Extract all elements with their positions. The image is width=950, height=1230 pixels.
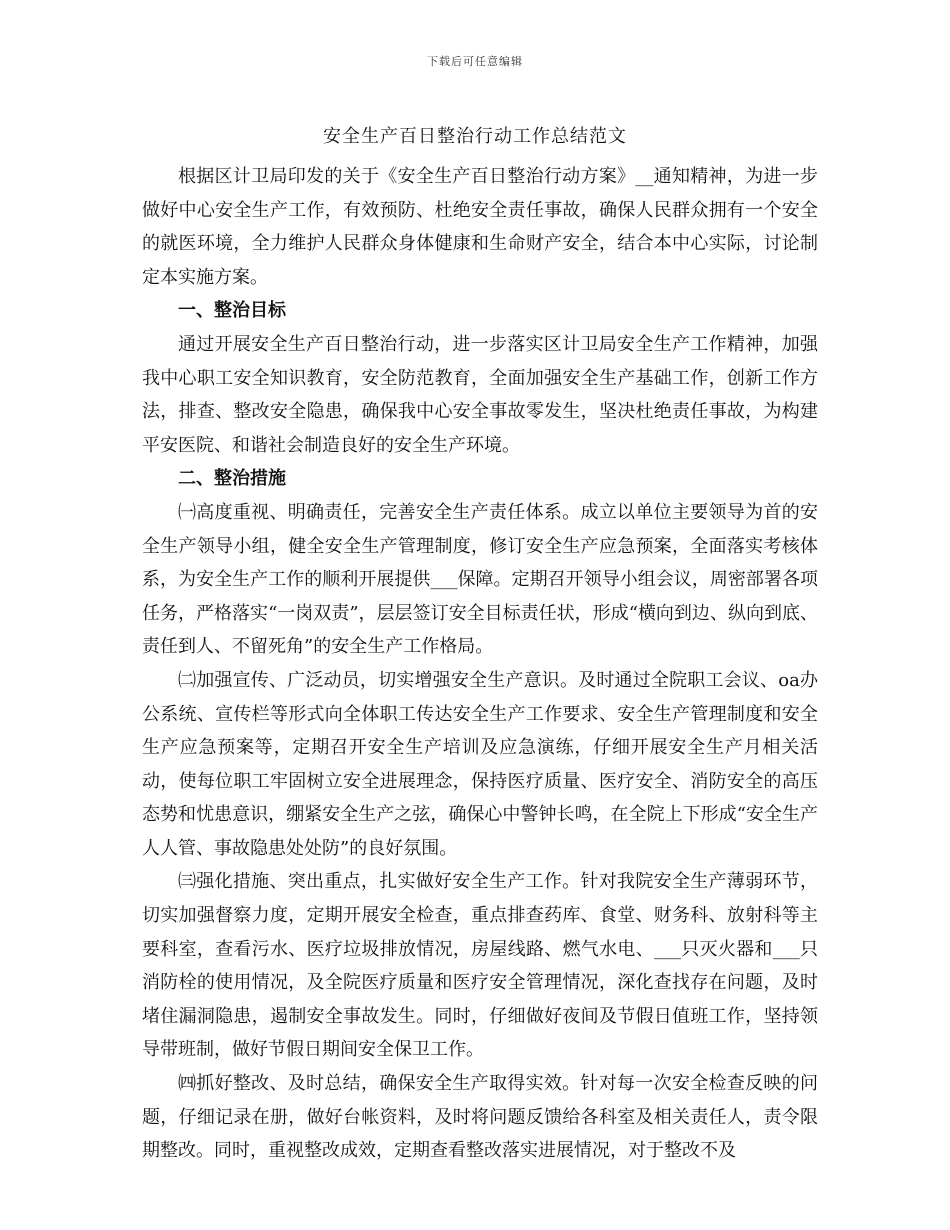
header-note: 下载后可任意编辑 xyxy=(427,55,523,68)
goals-paragraph: 通过开展安全生产百日整治行动，进一步落实区计卫局安全生产工作精神，加强我中心职工安全知识教育，安全防范教育，全面加强安全生产基础工作，创新工作方法，排查、整改安全隐患，确保我中心安全事故零发生，坚决杜绝责任事故，为构建平安医院、和谐社会制造良好的安全生产环境。 xyxy=(142,333,818,456)
section-heading-goals: 一、整治目标 xyxy=(178,300,286,322)
document-body xyxy=(142,160,818,1168)
measure-paragraph-4: ㈣抓好整改、及时总结，确保安全生产取得实效。针对每一次安全检查反映的问题，仔细记录在册，做好台帐资料，及时将问题反馈给各科室及相关责任人，责令限期整改。同时，重视整改成效，定期查看整改落实进展情况，对于整改不及 xyxy=(142,1073,818,1162)
measure-paragraph-1: ㈠高度重视、明确责任，完善安全生产责任体系。成立以单位主要领导为首的安全生产领导小组，健全安全生产管理制度，修订安全生产应急预案，全面落实考核体系，为安全生产工作的顺利开展提供___保障。定期召开领导小组会议，周密部署各项任务，严格落实“一岗双责”，层层签订安全目标责任状，形成“横向到边、纵向到底、责任到人、不留死角”的安全生产工作格局。 xyxy=(142,501,818,658)
measure-paragraph-3: ㈢强化措施、突出重点，扎实做好安全生产工作。针对我院安全生产薄弱环节，切实加强督察力度，定期开展安全检查，重点排查药库、食堂、财务科、放射科等主要科室，查看污水、医疗垃圾排放情况，房屋线路、燃气水电、___只灭火器和___只消防栓的使用情况，及全院医疗质量和医疗安全管理情况，深化查找存在问题，及时堵住漏洞隐患，遏制安全事故发生。同时，仔细做好夜间及节假日值班工作，坚持领导带班制，做好节假日期间安全保卫工作。 xyxy=(142,871,818,1061)
page-title: 安全生产百日整治行动工作总结范文 xyxy=(323,126,627,147)
intro-paragraph: 根据区计卫局印发的关于《安全生产百日整治行动方案》__通知精神，为进一步做好中心安全生产工作，有效预防、杜绝安全责任事故，确保人民群众拥有一个安全的就医环境，全力维护人民群众身体健康和生命财产安全，结合本中心实际，讨论制定本实施方案。 xyxy=(142,166,818,288)
measure-paragraph-2: ㈡加强宣传、广泛动员，切实增强安全生产意识。及时通过全院职工会议、oa办公系统、宣传栏等形式向全体职工传达安全生产工作要求、安全生产管理制度和安全生产应急预案等，定期召开安全生产培训及应急演练，仔细开展安全生产月相关活动，使每位职工牢固树立安全进展理念，保持医疗质量、医疗安全、消防安全的高压态势和忧患意识，绷紧安全生产之弦，确保心中警钟长鸣，在全院上下形成“安全生产人人管、事故隐患处处防”的良好氛围。 xyxy=(142,669,818,859)
section-heading-measures: 二、整治措施 xyxy=(178,468,286,490)
